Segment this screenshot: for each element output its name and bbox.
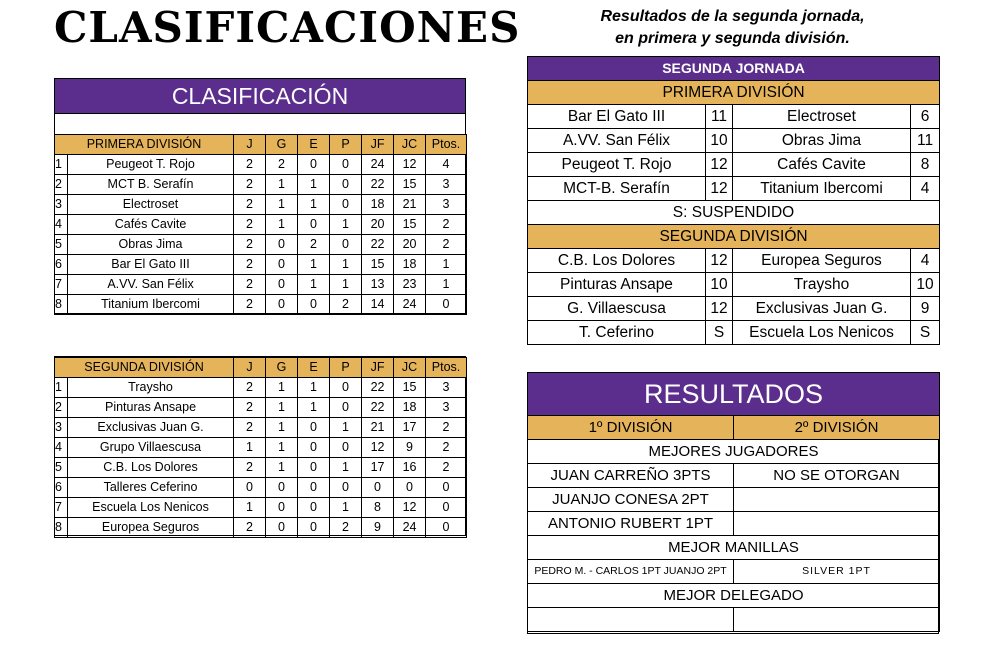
away-score: 8 [911,153,940,177]
cell-jf: 22 [362,398,394,418]
cell-pos: 6 [55,255,68,275]
col-p: P [330,358,362,378]
cell-g: 0 [266,478,298,498]
mejor-manillas-row [528,536,940,560]
cell-pos: 8 [55,518,68,538]
resultados-division-row [528,416,940,440]
division-label: PRIMERA DIVISIÓN [55,135,234,155]
delegado-primera [528,608,734,632]
jornada-header-row [528,57,940,81]
home-score: 12 [706,177,733,201]
away-score: 10 [911,273,940,297]
cell-team: Pinturas Ansape [68,398,234,418]
cell-jf: 22 [362,175,394,195]
cell-j: 1 [234,498,266,518]
table-row [55,398,467,418]
cell-team: Europea Seguros [68,518,234,538]
cell-pos: 7 [55,275,68,295]
manillas-row [528,560,940,584]
resultados-table [527,372,940,632]
jugador-row [528,464,940,488]
jugador-row [528,488,940,512]
cell-e: 0 [298,295,330,315]
cell-team: Obras Jima [68,235,234,255]
cell-jf: 15 [362,255,394,275]
table-row [55,195,467,215]
match-row [528,177,940,201]
jugador-primera: JUAN CARREÑO 3PTS [528,464,734,488]
home-score: 12 [706,249,733,273]
cell-j: 0 [234,478,266,498]
cell-jc: 21 [394,195,426,215]
delegado-segunda [734,608,940,632]
jornada-primera-label-row [528,81,940,105]
mejores-jugadores-row [528,440,940,464]
col-2-division: 2º DIVISIÓN [734,416,940,440]
jornada-primera-label: PRIMERA DIVISIÓN [528,81,940,105]
cell-j: 2 [234,215,266,235]
cell-g: 1 [266,215,298,235]
cell-p: 0 [330,438,362,458]
division-label: SEGUNDA DIVISIÓN [55,358,234,378]
suspendido-note: S: SUSPENDIDO [528,201,940,225]
away-score: S [911,321,940,345]
cell-e: 0 [298,215,330,235]
cell-jf: 14 [362,295,394,315]
manillas-segunda: SILVER 1PT [734,560,940,584]
cell-pos: 3 [55,418,68,438]
cell-g: 1 [266,438,298,458]
clasificacion-header: CLASIFICACIÓN [54,78,466,114]
cell-j: 2 [234,418,266,438]
cell-p: 1 [330,458,362,478]
cell-g: 1 [266,175,298,195]
subtitle-line-2: en primera y segunda división. [615,30,850,47]
cell-pts: 1 [426,255,467,275]
away-team: Traysho [733,273,911,297]
cell-jf: 24 [362,155,394,175]
cell-g: 1 [266,458,298,478]
cell-e: 0 [298,498,330,518]
cell-pts: 0 [426,478,467,498]
table-row [55,498,467,518]
cell-g: 1 [266,418,298,438]
away-team: Escuela Los Nenicos [733,321,911,345]
cell-g: 1 [266,378,298,398]
cell-jf: 12 [362,438,394,458]
col-ptos: Ptos. [426,135,467,155]
jornada-header: SEGUNDA JORNADA [528,57,940,81]
home-team: T. Ceferino [528,321,706,345]
primera-standings-table [54,134,467,315]
col-p: P [330,135,362,155]
cell-jc: 24 [394,295,426,315]
delegado-row [528,608,940,632]
table-row [55,295,467,315]
cell-e: 0 [298,155,330,175]
cell-pos: 5 [55,458,68,478]
away-team: Obras Jima [733,129,911,153]
cell-pts: 2 [426,438,467,458]
match-row [528,105,940,129]
cell-jf: 22 [362,235,394,255]
cell-j: 2 [234,235,266,255]
cell-jc: 12 [394,498,426,518]
cell-jc: 16 [394,458,426,478]
home-team: MCT-B. Serafín [528,177,706,201]
cell-p: 0 [330,398,362,418]
cell-team: Traysho [68,378,234,398]
mejor-manillas-label: MEJOR MANILLAS [528,536,940,560]
cell-jc: 17 [394,418,426,438]
cell-e: 1 [298,378,330,398]
match-row [528,297,940,321]
cell-pts: 2 [426,458,467,478]
cell-p: 1 [330,275,362,295]
jornada-segunda-label-row [528,225,940,249]
cell-jf: 18 [362,195,394,215]
cell-g: 2 [266,155,298,175]
cell-team: Peugeot T. Rojo [68,155,234,175]
cell-pts: 2 [426,215,467,235]
home-score: 11 [706,105,733,129]
cell-j: 2 [234,255,266,275]
subtitle-line-1: Resultados de la segunda jornada, [600,8,865,25]
cell-jc: 20 [394,235,426,255]
col-g: G [266,135,298,155]
segunda-standings-table [54,357,467,538]
cell-j: 2 [234,458,266,478]
col-j: J [234,358,266,378]
cell-e: 0 [298,418,330,438]
away-team: Exclusivas Juan G. [733,297,911,321]
col-g: G [266,358,298,378]
cell-team: C.B. Los Dolores [68,458,234,478]
cell-p: 0 [330,378,362,398]
cell-pts: 3 [426,175,467,195]
col-j: J [234,135,266,155]
col-1-division: 1º DIVISIÓN [528,416,734,440]
cell-p: 0 [330,195,362,215]
cell-e: 0 [298,478,330,498]
match-row [528,129,940,153]
cell-pos: 4 [55,215,68,235]
home-team: Bar El Gato III [528,105,706,129]
match-row [528,153,940,177]
mejor-delegado-row [528,584,940,608]
cell-p: 0 [330,175,362,195]
cell-pos: 2 [55,398,68,418]
table-row [55,155,467,175]
cell-pos: 3 [55,195,68,215]
cell-j: 2 [234,518,266,538]
jugador-primera: JUANJO CONESA 2PT [528,488,734,512]
col-e: E [298,358,330,378]
cell-e: 1 [298,175,330,195]
page-title: CLASIFICACIONES [54,3,521,52]
cell-jf: 8 [362,498,394,518]
cell-e: 1 [298,275,330,295]
cell-jc: 9 [394,438,426,458]
cell-p: 2 [330,295,362,315]
cell-j: 2 [234,295,266,315]
cell-j: 2 [234,195,266,215]
home-score: S [706,321,733,345]
cell-team: Electroset [68,195,234,215]
table-row [55,175,467,195]
cell-jf: 9 [362,518,394,538]
cell-jc: 18 [394,255,426,275]
cell-pos: 5 [55,235,68,255]
home-team: G. Villaescusa [528,297,706,321]
home-team: C.B. Los Dolores [528,249,706,273]
cell-j: 2 [234,398,266,418]
cell-team: Grupo Villaescusa [68,438,234,458]
cell-e: 2 [298,235,330,255]
cell-pos: 7 [55,498,68,518]
cell-jc: 0 [394,478,426,498]
away-team: Titanium Ibercomi [733,177,911,201]
manillas-primera: PEDRO M. - CARLOS 1PT JUANJO 2PT [528,560,734,584]
table-row [55,235,467,255]
cell-p: 1 [330,255,362,275]
col-e: E [298,135,330,155]
jornada-segunda-label: SEGUNDA DIVISIÓN [528,225,940,249]
cell-pos: 4 [55,438,68,458]
home-team: Pinturas Ansape [528,273,706,297]
table-row [55,478,467,498]
col-jc: JC [394,358,426,378]
cell-team: Cafés Cavite [68,215,234,235]
cell-pts: 3 [426,195,467,215]
cell-team: Talleres Ceferino [68,478,234,498]
table-row [55,418,467,438]
cell-pos: 1 [55,378,68,398]
away-team: Electroset [733,105,911,129]
standings-header-row [55,358,467,378]
table-row [55,275,467,295]
table-row [55,458,467,478]
cell-jc: 12 [394,155,426,175]
jugador-row [528,512,940,536]
home-team: Peugeot T. Rojo [528,153,706,177]
cell-jc: 24 [394,518,426,538]
jornada-body [528,57,940,345]
cell-team: Exclusivas Juan G. [68,418,234,438]
cell-p: 2 [330,518,362,538]
cell-p: 1 [330,498,362,518]
cell-pos: 2 [55,175,68,195]
match-row [528,273,940,297]
cell-jf: 22 [362,378,394,398]
cell-e: 0 [298,438,330,458]
cell-team: Titanium Ibercomi [68,295,234,315]
cell-p: 0 [330,235,362,255]
home-score: 12 [706,297,733,321]
table-row [55,378,467,398]
cell-j: 2 [234,155,266,175]
away-score: 11 [911,129,940,153]
cell-pts: 2 [426,235,467,255]
cell-pos: 1 [55,155,68,175]
cell-pts: 0 [426,295,467,315]
segunda-standings-body [55,358,467,538]
cell-g: 0 [266,498,298,518]
cell-pts: 4 [426,155,467,175]
away-score: 6 [911,105,940,129]
home-score: 10 [706,273,733,297]
cell-jf: 13 [362,275,394,295]
cell-e: 1 [298,195,330,215]
cell-jc: 23 [394,275,426,295]
cell-jc: 18 [394,398,426,418]
table-row [55,438,467,458]
cell-team: Bar El Gato III [68,255,234,275]
cell-p: 1 [330,418,362,438]
cell-j: 2 [234,275,266,295]
mejores-jugadores-label: MEJORES JUGADORES [528,440,940,464]
cell-team: MCT B. Serafín [68,175,234,195]
cell-team: A.VV. San Félix [68,275,234,295]
cell-g: 0 [266,295,298,315]
cell-pts: 3 [426,398,467,418]
cell-jf: 21 [362,418,394,438]
cell-team: Escuela Los Nenicos [68,498,234,518]
match-row [528,249,940,273]
home-team: A.VV. San Félix [528,129,706,153]
cell-p: 1 [330,215,362,235]
cell-pos: 8 [55,295,68,315]
cell-pts: 0 [426,498,467,518]
cell-e: 1 [298,255,330,275]
table-row [55,255,467,275]
cell-g: 1 [266,195,298,215]
jugador-segunda [734,512,940,536]
cell-e: 1 [298,398,330,418]
table-row [55,518,467,538]
table-row [55,215,467,235]
cell-pts: 2 [426,418,467,438]
col-jf: JF [362,358,394,378]
cell-g: 0 [266,275,298,295]
cell-jc: 15 [394,378,426,398]
cell-pos: 6 [55,478,68,498]
cell-g: 1 [266,398,298,418]
away-score: 4 [911,177,940,201]
cell-g: 0 [266,518,298,538]
mejor-delegado-label: MEJOR DELEGADO [528,584,940,608]
col-jc: JC [394,135,426,155]
cell-g: 0 [266,255,298,275]
jugador-primera: ANTONIO RUBERT 1PT [528,512,734,536]
cell-pts: 3 [426,378,467,398]
cell-e: 0 [298,458,330,478]
cell-j: 2 [234,378,266,398]
cell-jc: 15 [394,215,426,235]
cell-j: 2 [234,175,266,195]
cell-jf: 17 [362,458,394,478]
match-row [528,321,940,345]
suspendido-note-row [528,201,940,225]
away-team: Cafés Cavite [733,153,911,177]
jugador-segunda [734,488,940,512]
home-score: 12 [706,153,733,177]
cell-p: 0 [330,478,362,498]
resultados-header: RESULTADOS [528,373,940,416]
resultados-header-row [528,373,940,416]
away-score: 9 [911,297,940,321]
home-score: 10 [706,129,733,153]
cell-p: 0 [330,155,362,175]
cell-jf: 0 [362,478,394,498]
cell-e: 0 [298,518,330,538]
jugador-segunda: NO SE OTORGAN [734,464,940,488]
away-score: 4 [911,249,940,273]
cell-pts: 0 [426,518,467,538]
cell-g: 0 [266,235,298,255]
away-team: Europea Seguros [733,249,911,273]
cell-pts: 1 [426,275,467,295]
col-ptos: Ptos. [426,358,467,378]
subtitle [560,6,905,50]
cell-jf: 20 [362,215,394,235]
jornada-table [527,56,940,345]
cell-jc: 15 [394,175,426,195]
standings-header-row [55,135,467,155]
primera-standings-body [55,135,467,315]
cell-j: 1 [234,438,266,458]
col-jf: JF [362,135,394,155]
